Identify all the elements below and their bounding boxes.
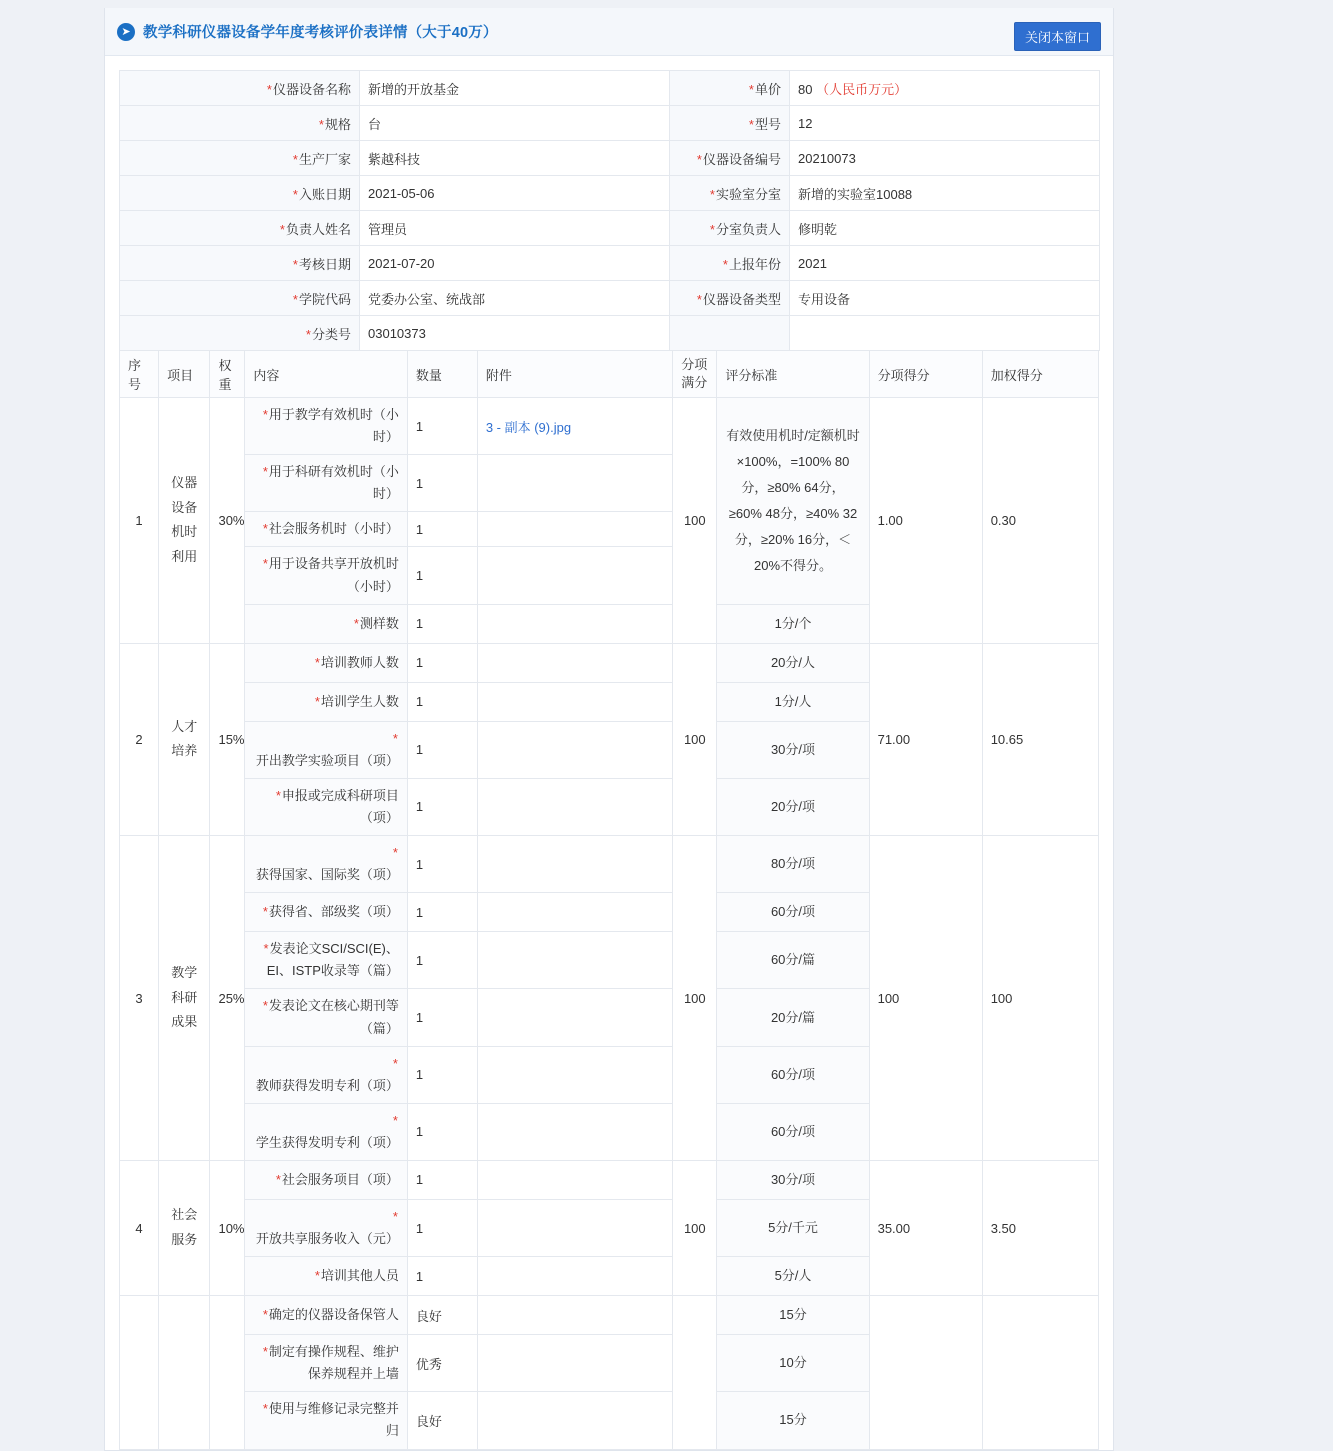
full-score — [673, 1296, 717, 1449]
col-full-score — [673, 351, 717, 398]
sub-score: 1.00 — [869, 398, 982, 644]
quantity-value[interactable]: 1 — [407, 547, 477, 604]
content-label: *使用与维修记录完整并归 — [245, 1392, 407, 1449]
scoring-standard: 60分/项 — [717, 1046, 869, 1103]
info-label: *仪器设备名称 — [120, 71, 360, 106]
quantity-value[interactable]: 1 — [407, 1160, 477, 1199]
required-marker: * — [262, 407, 268, 422]
attachment-cell — [477, 1199, 672, 1256]
required-marker: * — [292, 186, 298, 202]
required-marker: * — [318, 116, 324, 132]
attachment-cell — [477, 721, 672, 778]
content-label: *用于科研有效机时（小时） — [245, 455, 407, 512]
info-value: 2021-05-06 — [360, 176, 670, 211]
row-project: 社会服务 — [159, 1160, 210, 1295]
scoring-standard: 60分/篇 — [717, 932, 869, 989]
quantity-value[interactable]: 1 — [407, 989, 477, 1046]
info-label: *实验室分室 — [670, 176, 790, 211]
quantity-value[interactable]: 良好 — [407, 1392, 477, 1449]
row-project: 教学科研成果 — [159, 836, 210, 1161]
row-index — [120, 1296, 159, 1449]
full-score: 100 — [673, 398, 717, 644]
quantity-value[interactable]: 1 — [407, 1257, 477, 1296]
content-label: *发表论文SCI/SCI(E)、EI、ISTP收录等（篇） — [245, 932, 407, 989]
table-row — [120, 836, 1099, 893]
row-index: 1 — [120, 398, 159, 644]
sub-score: 35.00 — [869, 1160, 982, 1295]
content-label: *用于设备共享开放机时（小时） — [245, 547, 407, 604]
row-weight: 10% — [210, 1160, 245, 1295]
scoring-standard: 20分/人 — [717, 643, 869, 682]
info-label: *负责人姓名 — [120, 211, 360, 246]
attachment-cell — [477, 643, 672, 682]
content-label: *制定有操作规程、维护保养规程并上墙 — [245, 1335, 407, 1392]
quantity-value[interactable]: 1 — [407, 682, 477, 721]
quantity-value[interactable]: 优秀 — [407, 1335, 477, 1392]
scoring-standard: 15分 — [717, 1392, 869, 1449]
required-marker: * — [279, 221, 285, 237]
col-attachment: 附件 — [477, 351, 672, 398]
scoring-standard: 5分/千元 — [717, 1199, 869, 1256]
required-marker: * — [305, 326, 311, 342]
full-score: 100 — [673, 643, 717, 835]
quantity-value[interactable]: 1 — [407, 1199, 477, 1256]
row-project: 仪器设备机时利用 — [159, 398, 210, 644]
scoring-standard: 15分 — [717, 1296, 869, 1335]
info-value: 紫越科技 — [360, 141, 670, 176]
attachment-cell — [477, 1160, 672, 1199]
required-marker: * — [722, 256, 728, 272]
content-label: *发表论文在核心期刊等（篇） — [245, 989, 407, 1046]
scoring-standard: 30分/项 — [717, 721, 869, 778]
info-value: 新增的实验室10088 — [790, 176, 1100, 211]
content-label: *学生获得发明专利（项） — [245, 1103, 407, 1160]
content-label: *培训学生人数 — [245, 682, 407, 721]
attachment-cell — [477, 547, 672, 604]
full-score: 100 — [673, 1160, 717, 1295]
required-marker: * — [292, 256, 298, 272]
scoring-standard: 10分 — [717, 1335, 869, 1392]
scoring-standard: 60分/项 — [717, 1103, 869, 1160]
info-label: *单价 — [670, 71, 790, 106]
required-marker: * — [748, 81, 754, 97]
scoring-standard: 30分/项 — [717, 1160, 869, 1199]
required-marker: * — [392, 1208, 398, 1224]
quantity-value[interactable]: 1 — [407, 455, 477, 512]
attachment-cell — [477, 1257, 672, 1296]
attachment-cell — [477, 398, 672, 455]
content-label: *开放共享服务收入（元） — [245, 1199, 407, 1256]
row-index: 2 — [120, 643, 159, 835]
scoring-standard: 80分/项 — [717, 836, 869, 893]
info-label: *仪器设备编号 — [670, 141, 790, 176]
evaluation-grid — [119, 350, 1099, 1450]
row-project — [159, 1296, 210, 1449]
content-label: *测样数 — [245, 604, 407, 643]
required-marker: * — [353, 615, 359, 631]
required-marker: * — [748, 116, 754, 132]
col-sub-score: 分项得分 — [869, 351, 982, 398]
content-label: *社会服务项目（项） — [245, 1160, 407, 1199]
quantity-value[interactable]: 1 — [407, 398, 477, 455]
content-label: *开出教学实验项目（项） — [245, 721, 407, 778]
table-row — [120, 398, 1099, 455]
required-marker: * — [314, 1268, 320, 1284]
row-weight: 30% — [210, 398, 245, 644]
info-label: *生产厂家 — [120, 141, 360, 176]
info-value: 新增的开放基金 — [360, 71, 670, 106]
required-marker: * — [292, 151, 298, 167]
weighted-score: 0.30 — [982, 398, 1098, 644]
required-marker: * — [275, 787, 281, 803]
window-titlebar — [105, 8, 1113, 56]
required-marker: * — [392, 1112, 398, 1128]
page-title: 教学科研仪器设备学年度考核评价表详情（大于40万） — [143, 25, 498, 41]
info-row — [120, 71, 1100, 106]
row-project: 人才培养 — [159, 643, 210, 835]
attachment-cell — [477, 455, 672, 512]
info-label: *上报年份 — [670, 246, 790, 281]
scoring-standard: 20分/篇 — [717, 989, 869, 1046]
content-label: *社会服务机时（小时） — [245, 512, 407, 547]
attachment-cell — [477, 1103, 672, 1160]
attachment-cell — [477, 932, 672, 989]
quantity-value[interactable]: 1 — [407, 604, 477, 643]
row-index: 3 — [120, 836, 159, 1161]
required-marker: * — [275, 1171, 281, 1187]
required-marker: * — [262, 556, 268, 572]
attachment-cell — [477, 1296, 672, 1335]
weighted-score: 3.50 — [982, 1160, 1098, 1295]
info-value: 2021-07-20 — [360, 246, 670, 281]
required-marker: * — [392, 1055, 398, 1071]
required-marker: * — [262, 1344, 268, 1360]
full-score: 100 — [673, 836, 717, 1161]
required-marker: * — [696, 151, 702, 167]
info-row — [120, 246, 1100, 281]
scoring-standard: 1分/个 — [717, 604, 869, 643]
close-window-button[interactable]: 关闭本窗口 — [1014, 22, 1101, 51]
col-full-score-label: 分项满分 — [681, 357, 708, 390]
required-marker: * — [262, 904, 268, 920]
required-marker: * — [262, 998, 268, 1014]
info-label: *分室负责人 — [670, 211, 790, 246]
sub-score: 71.00 — [869, 643, 982, 835]
required-marker: * — [696, 291, 702, 307]
content-label: *培训其他人员 — [245, 1257, 407, 1296]
info-row — [120, 281, 1100, 316]
sub-score — [869, 1296, 982, 1449]
info-value: 专用设备 — [790, 281, 1100, 316]
window-content — [105, 56, 1113, 1450]
weighted-score — [982, 1296, 1098, 1449]
info-value: 80 （人民币万元） — [790, 71, 1100, 106]
table-row — [120, 1160, 1099, 1199]
info-value: 修明乾 — [790, 211, 1100, 246]
quantity-value[interactable]: 1 — [407, 1103, 477, 1160]
attachment-cell — [477, 682, 672, 721]
content-label: *教师获得发明专利（项） — [245, 1046, 407, 1103]
info-value: 管理员 — [360, 211, 670, 246]
info-value: 12 — [790, 106, 1100, 141]
required-marker: * — [263, 941, 269, 957]
quantity-value[interactable]: 1 — [407, 1046, 477, 1103]
scoring-standard: 5分/人 — [717, 1257, 869, 1296]
info-label: *分类号 — [120, 316, 360, 351]
sub-score: 100 — [869, 836, 982, 1161]
col-content: 内容 — [245, 351, 407, 398]
info-label: *仪器设备类型 — [670, 281, 790, 316]
attachment-cell — [477, 1046, 672, 1103]
scoring-standard: 20分/项 — [717, 778, 869, 835]
attachment-cell — [477, 604, 672, 643]
info-label — [670, 316, 790, 351]
content-label: *用于教学有效机时（小时） — [245, 398, 407, 455]
attachment-cell — [477, 836, 672, 893]
weighted-score: 10.65 — [982, 643, 1098, 835]
attachment-link[interactable]: 3 - 副本 (9).jpg — [485, 419, 572, 435]
info-row — [120, 106, 1100, 141]
required-marker: * — [392, 845, 398, 861]
required-marker: * — [262, 464, 268, 480]
info-label: *学院代码 — [120, 281, 360, 316]
info-row — [120, 141, 1100, 176]
required-marker: * — [709, 186, 715, 202]
col-weighted-score: 加权得分 — [982, 351, 1098, 398]
info-label: *考核日期 — [120, 246, 360, 281]
col-quantity: 数量 — [407, 351, 477, 398]
required-marker: * — [292, 291, 298, 307]
required-marker: * — [709, 221, 715, 237]
scoring-standard: 60分/项 — [717, 893, 869, 932]
required-marker: * — [262, 1307, 268, 1323]
quantity-value[interactable]: 1 — [407, 512, 477, 547]
required-marker: * — [266, 81, 272, 97]
required-marker: * — [392, 730, 398, 746]
info-row — [120, 316, 1100, 351]
quantity-value[interactable]: 1 — [407, 836, 477, 893]
table-row — [120, 643, 1099, 682]
info-label: *规格 — [120, 106, 360, 141]
attachment-cell — [477, 1392, 672, 1449]
required-marker: * — [262, 1401, 268, 1417]
info-row — [120, 176, 1100, 211]
chevron-right-icon: ➤ — [117, 23, 135, 41]
info-value: 党委办公室、统战部 — [360, 281, 670, 316]
row-weight: 15% — [210, 643, 245, 835]
col-weight: 权重 — [210, 351, 245, 398]
scoring-standard: 有效使用机时/定额机时×100%，=100% 80分，≥80% 64分，≥60% 48分，≥40% 32分，≥20% 16分，＜20%不得分。 — [717, 398, 869, 605]
info-label: *入账日期 — [120, 176, 360, 211]
info-value: 2021 — [790, 246, 1100, 281]
quantity-value[interactable]: 1 — [407, 643, 477, 682]
content-label: *申报或完成科研项目（项） — [245, 778, 407, 835]
required-marker: * — [314, 693, 320, 709]
scoring-standard: 1分/人 — [717, 682, 869, 721]
grid-header-row — [120, 351, 1099, 398]
currency-note: （人民币万元） — [812, 81, 908, 97]
info-value — [790, 316, 1100, 351]
attachment-cell — [477, 989, 672, 1046]
info-value: 20210073 — [790, 141, 1100, 176]
info-label: *型号 — [670, 106, 790, 141]
col-project: 项目 — [159, 351, 210, 398]
weighted-score: 100 — [982, 836, 1098, 1161]
info-row — [120, 211, 1100, 246]
content-label: *确定的仪器设备保管人 — [245, 1296, 407, 1335]
row-index: 4 — [120, 1160, 159, 1295]
col-index: 序号 — [120, 351, 159, 398]
quantity-value[interactable]: 1 — [407, 778, 477, 835]
table-row — [120, 1296, 1099, 1335]
attachment-cell — [477, 1335, 672, 1392]
quantity-value[interactable]: 1 — [407, 721, 477, 778]
col-standard: 评分标准 — [717, 351, 869, 398]
quantity-value[interactable]: 1 — [407, 932, 477, 989]
required-marker: * — [262, 521, 268, 537]
quantity-value[interactable]: 1 — [407, 893, 477, 932]
info-value: 台 — [360, 106, 670, 141]
required-marker: * — [314, 654, 320, 670]
content-label: *获得省、部级奖（项） — [245, 893, 407, 932]
detail-window — [104, 8, 1114, 1451]
row-weight: 25% — [210, 836, 245, 1161]
content-label: *培训教师人数 — [245, 643, 407, 682]
quantity-value[interactable]: 良好 — [407, 1296, 477, 1335]
equipment-info-table — [119, 70, 1100, 351]
content-label: *获得国家、国际奖（项） — [245, 836, 407, 893]
info-value: 03010373 — [360, 316, 670, 351]
attachment-cell — [477, 778, 672, 835]
row-weight — [210, 1296, 245, 1449]
attachment-cell — [477, 893, 672, 932]
attachment-cell — [477, 512, 672, 547]
